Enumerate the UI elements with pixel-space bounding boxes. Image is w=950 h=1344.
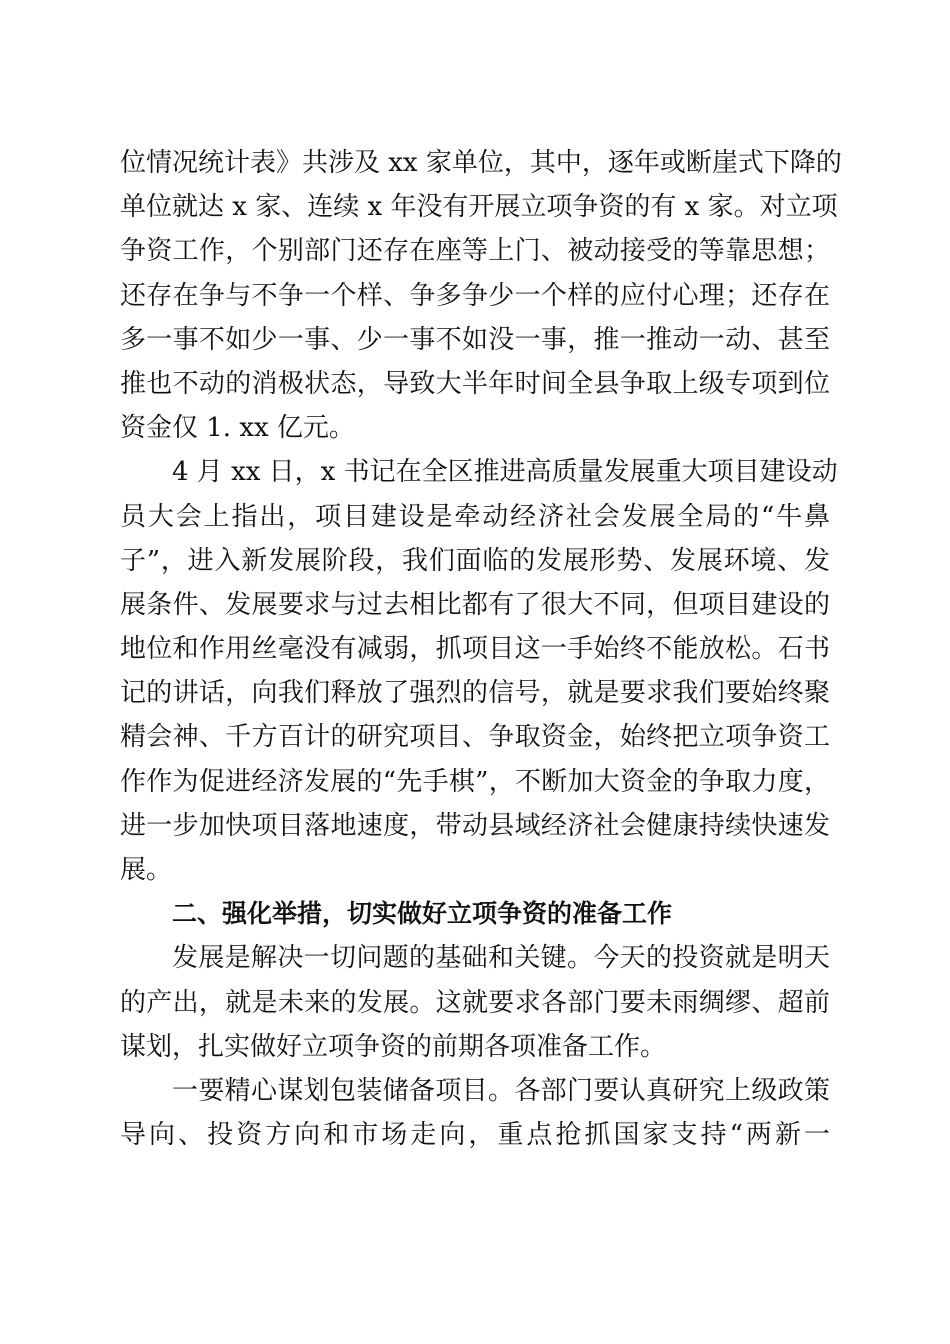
text-line: 展。 bbox=[120, 855, 173, 885]
paragraph-secretary-speech bbox=[120, 450, 838, 892]
text-line: 地位和作用丝毫没有减弱，抓项目这一手始终不能放松。石书 bbox=[120, 634, 830, 665]
paragraph-development-basis bbox=[120, 936, 830, 1069]
paragraph-project-planning bbox=[120, 1069, 830, 1157]
text-line: 资金仅 1. xx 亿元。 bbox=[120, 413, 355, 444]
text-line: 导向、投资方向和市场走向，重点抢抓国家支持“两新一 bbox=[120, 1120, 830, 1151]
text-line: 发展是解决一切问题的基础和关键。今天的投资就是明天 bbox=[172, 943, 830, 974]
text-line: 展条件、发展要求与过去相比都有了很大不同，但项目建设的 bbox=[120, 589, 830, 620]
document-body bbox=[120, 141, 842, 1157]
text-line: 单位就达 x 家、连续 x 年没有开展立项争资的有 x 家。对立项 bbox=[120, 192, 838, 223]
text-line: 还存在争与不争一个样、争多争少一个样的应付心理；还存在 bbox=[120, 280, 830, 311]
text-line: 争资工作，个别部门还存在座等上门、被动接受的等靠思想； bbox=[120, 236, 830, 267]
text-line: 作作为促进经济发展的“先手棋”，不断加大资金的争取力度， bbox=[120, 766, 830, 797]
text-line: 子”，进入新发展阶段，我们面临的发展形势、发展环境、发 bbox=[120, 545, 830, 576]
text-line: 推也不动的消极状态，导致大半年时间全县争取上级专项到位 bbox=[120, 368, 830, 399]
text-line: 进一步加快项目落地速度，带动县域经济社会健康持续快速发 bbox=[120, 810, 830, 841]
text-line: 位情况统计表》共涉及 xx 家单位，其中，逐年或断崖式下降的 bbox=[120, 148, 842, 178]
text-line: 员大会上指出，项目建设是牵动经济社会发展全局的“牛鼻 bbox=[120, 501, 830, 532]
text-line: 一要精心谋划包装储备项目。各部门要认真研究上级政策 bbox=[172, 1075, 830, 1106]
section-heading: 二、强化举措，切实做好立项争资的准备工作 bbox=[172, 899, 673, 929]
text-line: 的产出，就是未来的发展。这就要求各部门要未雨绸缪、超前 bbox=[120, 987, 830, 1018]
paragraph-funding-status bbox=[120, 141, 842, 450]
text-line: 精会神、千方百计的研究项目、争取资金，始终把立项争资工 bbox=[120, 722, 830, 753]
text-line: 记的讲话，向我们释放了强烈的信号，就是要求我们要始终聚 bbox=[120, 678, 830, 709]
text-line: 多一事不如少一事、少一事不如没一事，推一推动一动、甚至 bbox=[120, 324, 830, 355]
text-line: 谋划，扎实做好立项争资的前期各项准备工作。 bbox=[120, 1031, 667, 1062]
text-line: 4 月 xx 日，x 书记在全区推进高质量发展重大项目建设动 bbox=[172, 457, 838, 488]
